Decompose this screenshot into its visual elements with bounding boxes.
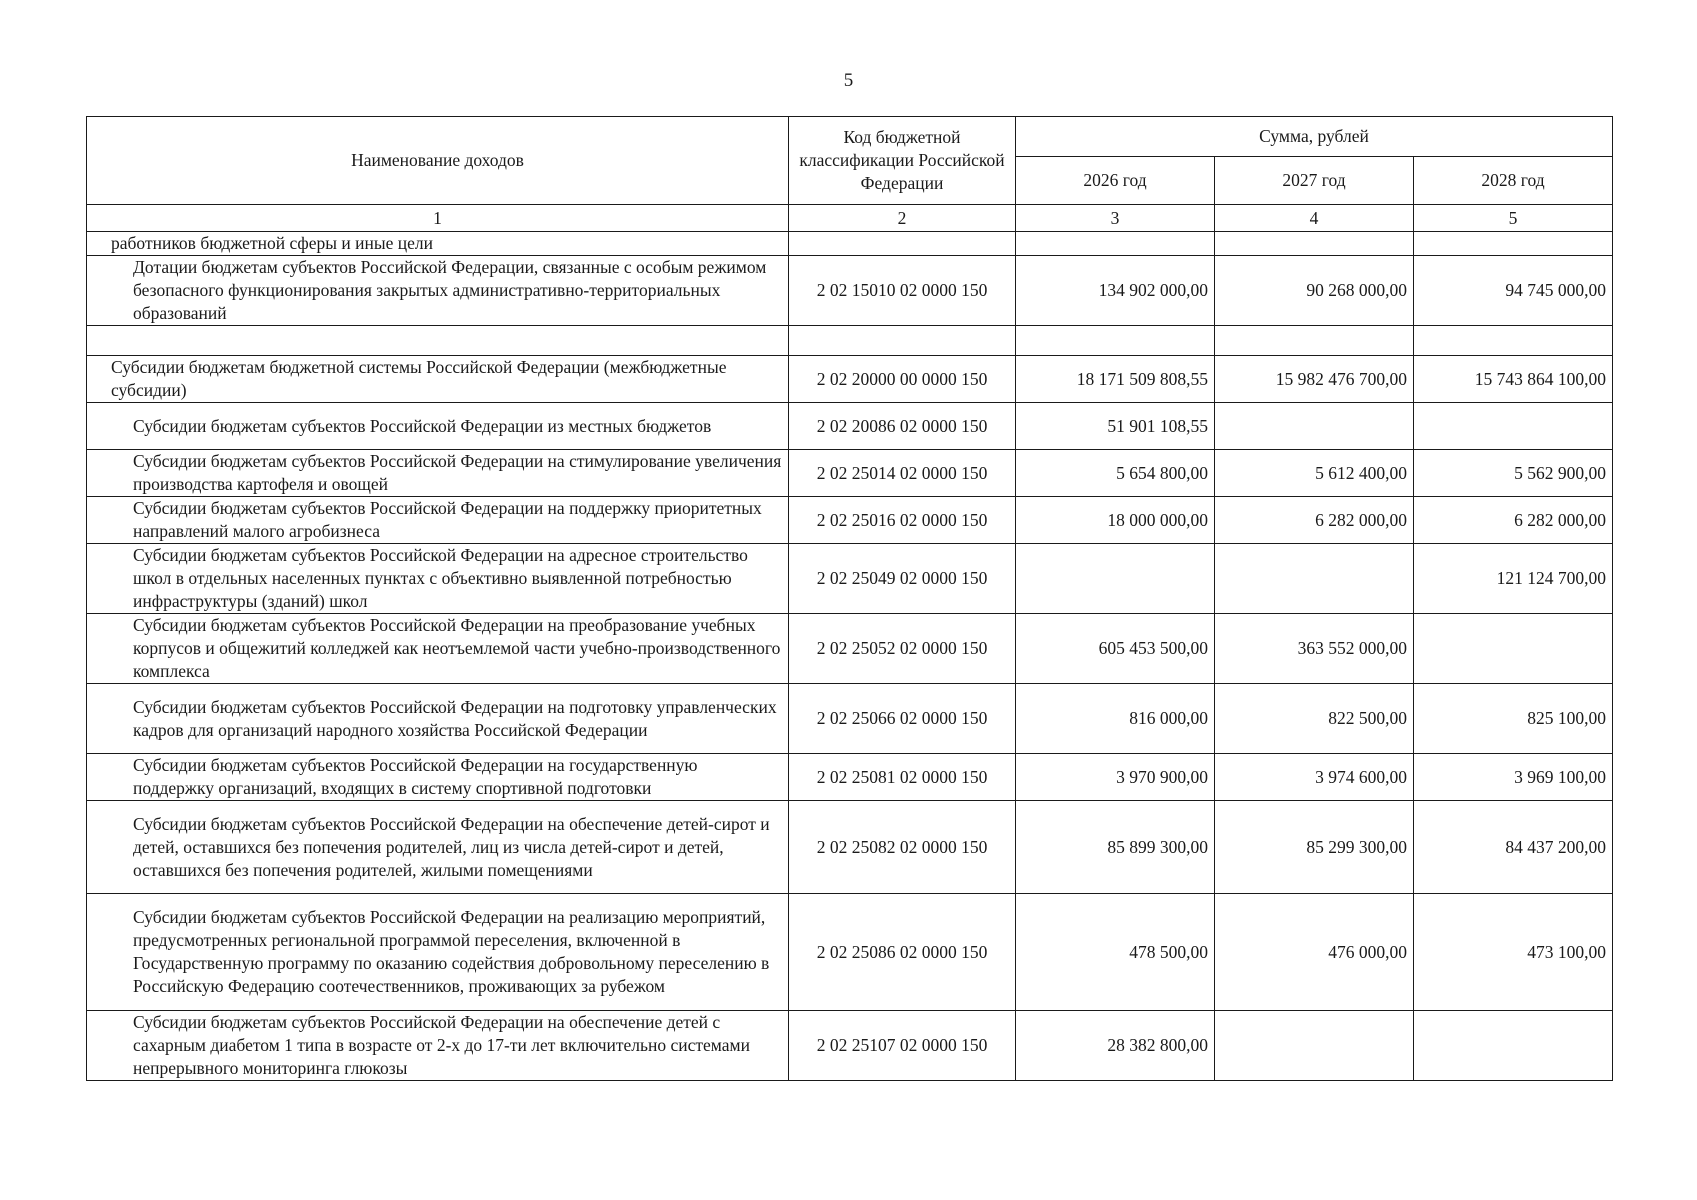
table-row [87, 894, 1613, 1011]
column-number: 2 [789, 205, 1016, 232]
amount-2028-cell: 94 745 000,00 [1414, 256, 1613, 326]
budget-code-cell: 2 02 25107 02 0000 150 [789, 1011, 1016, 1081]
table-row [87, 450, 1613, 497]
amount-2026-cell: 28 382 800,00 [1016, 1011, 1215, 1081]
header-year-2027: 2027 год [1215, 157, 1414, 205]
amount-2028-cell [1414, 403, 1613, 450]
table-row [87, 232, 1613, 256]
header-budget-code: Код бюджетной классификации Российской Федерации [789, 117, 1016, 205]
amount-2026-cell: 816 000,00 [1016, 684, 1215, 754]
amount-2027-cell: 15 982 476 700,00 [1215, 356, 1414, 403]
income-name-cell: Субсидии бюджетам субъектов Российской Федерации на подготовку управленческих кадров для организаций народного хозяйства Российской Федерации [87, 684, 789, 754]
amount-2027-cell [1215, 403, 1414, 450]
amount-2028-cell [1414, 1011, 1613, 1081]
budget-code-cell: 2 02 25052 02 0000 150 [789, 614, 1016, 684]
table-row [87, 256, 1613, 326]
amount-2026-cell: 18 171 509 808,55 [1016, 356, 1215, 403]
budget-code-cell: 2 02 25049 02 0000 150 [789, 544, 1016, 614]
amount-2027-cell: 5 612 400,00 [1215, 450, 1414, 497]
income-name-cell: Субсидии бюджетам субъектов Российской Федерации на реализацию мероприятий, предусмотренных региональной программой переселения, включенной в Государственную программу по оказанию содействия добровольному переселению в Российскую Федерацию соотечественников, проживающих за рубежом [87, 894, 789, 1011]
amount-2026-cell: 605 453 500,00 [1016, 614, 1215, 684]
table-row [87, 754, 1613, 801]
amount-2026-cell [1016, 232, 1215, 256]
income-name-cell [87, 326, 789, 356]
amount-2027-cell: 85 299 300,00 [1215, 801, 1414, 894]
budget-code-cell: 2 02 25066 02 0000 150 [789, 684, 1016, 754]
amount-2028-cell: 473 100,00 [1414, 894, 1613, 1011]
table-row [87, 497, 1613, 544]
amount-2027-cell: 3 974 600,00 [1215, 754, 1414, 801]
amount-2027-cell [1215, 326, 1414, 356]
amount-2026-cell: 85 899 300,00 [1016, 801, 1215, 894]
amount-2026-cell: 3 970 900,00 [1016, 754, 1215, 801]
revenue-table [86, 116, 1613, 1081]
amount-2028-cell: 825 100,00 [1414, 684, 1613, 754]
amount-2026-cell [1016, 544, 1215, 614]
income-name-cell: Субсидии бюджетам субъектов Российской Федерации на адресное строительство школ в отдельных населенных пунктах с объективно выявленной потребностью инфраструктуры (зданий) школ [87, 544, 789, 614]
income-name-cell: работников бюджетной сферы и иные цели [87, 232, 789, 256]
table-body [87, 232, 1613, 1081]
amount-2026-cell: 134 902 000,00 [1016, 256, 1215, 326]
table-row [87, 801, 1613, 894]
income-name-cell: Субсидии бюджетам субъектов Российской Федерации на обеспечение детей-сирот и детей, оставшихся без попечения родителей, лиц из числа детей-сирот и детей, оставшихся без попечения родителей, жилыми помещениями [87, 801, 789, 894]
amount-2028-cell: 84 437 200,00 [1414, 801, 1613, 894]
budget-code-cell [789, 232, 1016, 256]
header-income-name: Наименование доходов [87, 117, 789, 205]
amount-2028-cell [1414, 232, 1613, 256]
amount-2026-cell: 51 901 108,55 [1016, 403, 1215, 450]
table-row [87, 1011, 1613, 1081]
page-number: 5 [843, 70, 854, 91]
income-name-cell: Субсидии бюджетам бюджетной системы Российской Федерации (межбюджетные субсидии) [87, 356, 789, 403]
income-name-cell: Субсидии бюджетам субъектов Российской Федерации на государственную поддержку организаций, входящих в систему спортивной подготовки [87, 754, 789, 801]
table-row [87, 326, 1613, 356]
amount-2027-cell: 6 282 000,00 [1215, 497, 1414, 544]
budget-code-cell [789, 326, 1016, 356]
income-name-cell: Субсидии бюджетам субъектов Российской Федерации на стимулирование увеличения производства картофеля и овощей [87, 450, 789, 497]
column-number: 4 [1215, 205, 1414, 232]
table-row [87, 356, 1613, 403]
amount-2027-cell [1215, 1011, 1414, 1081]
income-name-cell: Субсидии бюджетам субъектов Российской Федерации на поддержку приоритетных направлений малого агробизнеса [87, 497, 789, 544]
budget-code-cell: 2 02 25016 02 0000 150 [789, 497, 1016, 544]
amount-2027-cell [1215, 544, 1414, 614]
amount-2028-cell: 5 562 900,00 [1414, 450, 1613, 497]
budget-code-cell: 2 02 25081 02 0000 150 [789, 754, 1016, 801]
header-sum: Сумма, рублей [1016, 117, 1613, 157]
table-row [87, 403, 1613, 450]
budget-code-cell: 2 02 25014 02 0000 150 [789, 450, 1016, 497]
amount-2026-cell: 478 500,00 [1016, 894, 1215, 1011]
budget-code-cell: 2 02 25082 02 0000 150 [789, 801, 1016, 894]
amount-2028-cell: 3 969 100,00 [1414, 754, 1613, 801]
amount-2028-cell: 121 124 700,00 [1414, 544, 1613, 614]
income-name-cell: Субсидии бюджетам субъектов Российской Федерации на преобразование учебных корпусов и общежитий колледжей как неотъемлемой части учебно-производственного комплекса [87, 614, 789, 684]
amount-2028-cell: 6 282 000,00 [1414, 497, 1613, 544]
amount-2026-cell: 5 654 800,00 [1016, 450, 1215, 497]
amount-2028-cell [1414, 326, 1613, 356]
budget-code-cell: 2 02 20000 00 0000 150 [789, 356, 1016, 403]
income-name-cell: Дотации бюджетам субъектов Российской Федерации, связанные с особым режимом безопасного функционирования закрытых административно-территориальных образований [87, 256, 789, 326]
column-number: 5 [1414, 205, 1613, 232]
amount-2026-cell [1016, 326, 1215, 356]
table-row [87, 684, 1613, 754]
amount-2027-cell: 363 552 000,00 [1215, 614, 1414, 684]
column-number: 1 [87, 205, 789, 232]
header-year-2028: 2028 год [1414, 157, 1613, 205]
column-number: 3 [1016, 205, 1215, 232]
amount-2028-cell: 15 743 864 100,00 [1414, 356, 1613, 403]
budget-code-cell: 2 02 20086 02 0000 150 [789, 403, 1016, 450]
budget-code-cell: 2 02 15010 02 0000 150 [789, 256, 1016, 326]
income-name-cell: Субсидии бюджетам субъектов Российской Федерации на обеспечение детей с сахарным диабетом 1 типа в возрасте от 2-х до 17-ти лет включительно системами непрерывного мониторинга глюкозы [87, 1011, 789, 1081]
table-row [87, 614, 1613, 684]
amount-2027-cell: 476 000,00 [1215, 894, 1414, 1011]
amount-2027-cell: 90 268 000,00 [1215, 256, 1414, 326]
table-row [87, 544, 1613, 614]
amount-2026-cell: 18 000 000,00 [1016, 497, 1215, 544]
amount-2028-cell [1414, 614, 1613, 684]
income-name-cell: Субсидии бюджетам субъектов Российской Федерации из местных бюджетов [87, 403, 789, 450]
header-year-2026: 2026 год [1016, 157, 1215, 205]
amount-2027-cell [1215, 232, 1414, 256]
budget-code-cell: 2 02 25086 02 0000 150 [789, 894, 1016, 1011]
amount-2027-cell: 822 500,00 [1215, 684, 1414, 754]
